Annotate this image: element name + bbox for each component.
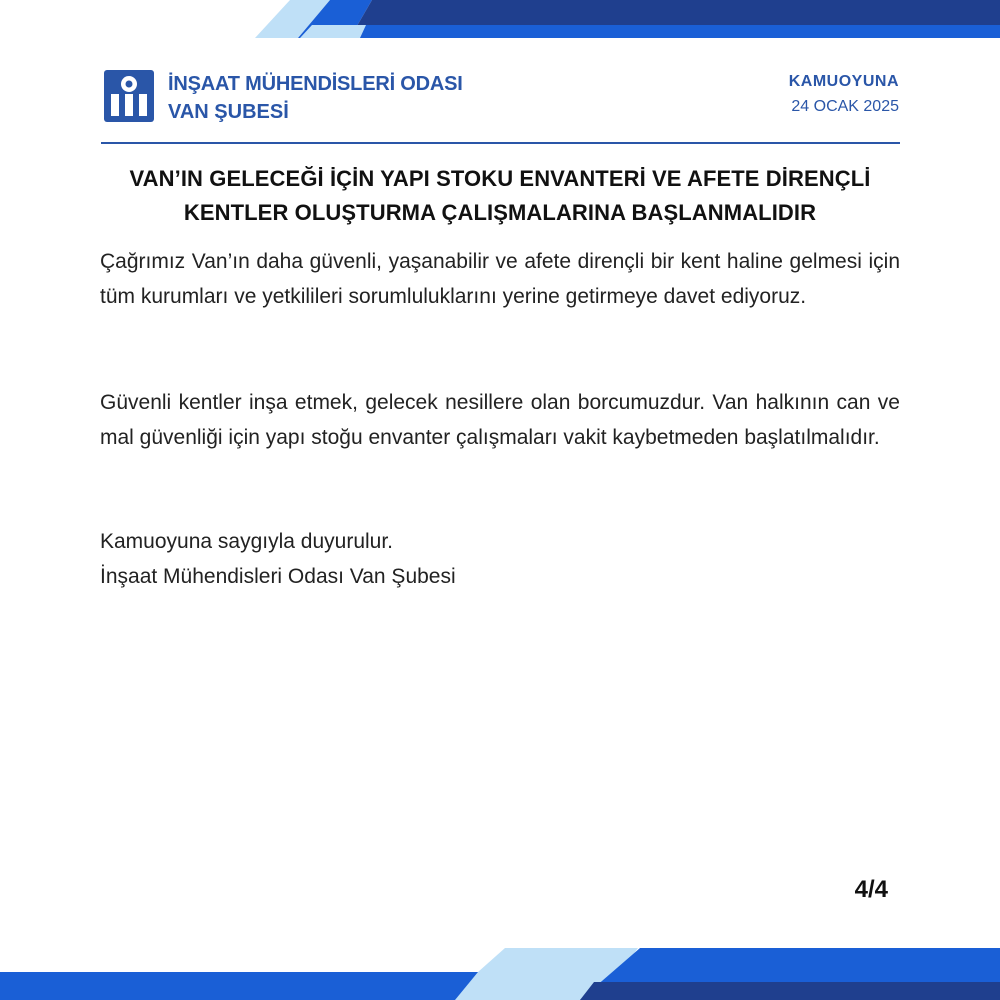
closing-block	[100, 524, 456, 594]
organization-name	[168, 71, 463, 125]
announcement-label: KAMUOYUNA	[788, 73, 899, 90]
announcement-meta	[789, 71, 899, 118]
body-paragraph-2: Güvenli kentler inşa etmek, gelecek nesillere olan borcumuzdur. Van halkının can ve mal güvenliği için yapı stoğu envanter çalışmaları vakit kaybetmeden başlatılmalıdır.	[100, 391, 900, 449]
body-paragraph-1: Çağrımız Van’ın daha güvenli, yaşanabilir ve afete dirençli bir kent haline gelmesi için tüm kurumları ve yetkilileri sorumluluklarını yerine getirmeye davet ediyoruz.	[100, 250, 900, 308]
organization-name-line2: VAN ŞUBESİ	[168, 101, 289, 123]
closing-statement: Kamuoyuna saygıyla duyurulur.	[100, 530, 394, 553]
document-title-line2: KENTLER OLUŞTURMA ÇALIŞMALARINA BAŞLANMALIDIR	[183, 200, 817, 225]
header-divider	[101, 142, 900, 144]
document-title	[100, 162, 900, 230]
top-decorative-band	[0, 0, 1000, 38]
organization-name-line1: İNŞAAT MÜHENDİSLERİ ODASI	[168, 73, 463, 95]
bottom-decorative-band	[0, 948, 1000, 1000]
page-number: 4/4	[854, 876, 888, 903]
imo-logo-icon	[104, 70, 154, 122]
signature-line: İnşaat Mühendisleri Odası Van Şubesi	[100, 565, 456, 588]
document-title-line1: VAN’IN GELECEĞİ İÇİN YAPI STOKU ENVANTERİ VE AFETE DİRENÇLİ	[129, 166, 871, 191]
announcement-date: 24 OCAK 2025	[791, 98, 899, 115]
